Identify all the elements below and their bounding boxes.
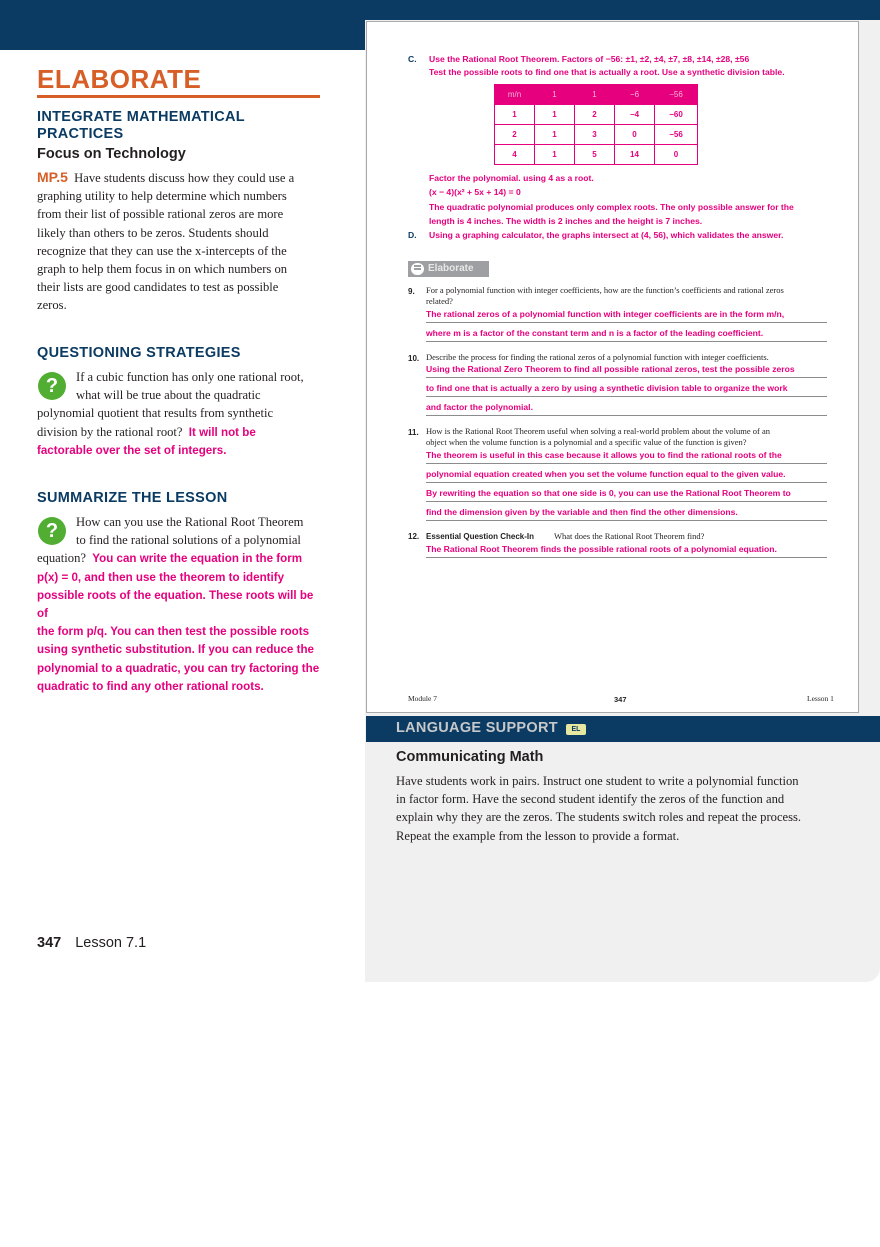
language-support-title: LANGUAGE SUPPORT	[396, 720, 558, 736]
integrate-line: graph to help them focus in on which numbers on	[37, 262, 288, 277]
q11-answer-line2: polynomial equation created when you set the volume function equal to the given value.	[426, 469, 786, 479]
answer-rule	[426, 341, 827, 342]
q12-label: Essential Question Check-In	[426, 532, 535, 541]
q12-prompt: What does the Rational Root Theorem find?	[554, 531, 705, 541]
questioning-strategies-heading: QUESTIONING STRATEGIES	[37, 345, 241, 361]
summarize-answer-line: p(x) = 0, and then use the theorem to identify	[37, 570, 285, 584]
integrate-heading-line1: INTEGRATE MATHEMATICAL	[37, 109, 245, 125]
elaborate-tag	[408, 261, 489, 277]
part-d-label: D.	[408, 230, 417, 240]
q10-answer-line3: and factor the polynomial.	[426, 402, 533, 412]
synthetic-division-table	[494, 84, 698, 165]
table-cell: 2	[495, 125, 535, 145]
summarize-answer-line: possible roots of the equation. These roots will be of	[37, 588, 314, 621]
q9-answer-line1: The rational zeros of a polynomial function with integer coefficients are in the form m/n,	[426, 309, 785, 319]
summarize-line	[37, 549, 321, 568]
integrate-line: recognize that they can use the x-intercepts of the	[37, 243, 287, 258]
q11-prompt-line1: How is the Rational Root Theorem useful when solving a real-world problem about the volume of an	[426, 426, 771, 436]
q11-answer-line1: The theorem is useful in this case because it allows you to find the rational roots of the	[426, 450, 782, 460]
answer-rule	[426, 501, 827, 502]
questioning-line: polynomial quotient that results from synthetic	[37, 406, 274, 421]
language-line: Repeat the example from the lesson to provide a format.	[396, 828, 680, 843]
table-cell: 14	[615, 145, 655, 165]
table-cell: −56	[655, 125, 698, 145]
table-header-cell: m/n	[495, 85, 535, 105]
integrate-line: their lists are good candidates to test as possible	[37, 280, 279, 295]
table-cell: 0	[655, 145, 698, 165]
language-support-text	[396, 772, 836, 845]
answer-rule	[426, 557, 827, 558]
lesson-footer: Lesson 1	[807, 694, 834, 703]
speech-bubble-icon	[411, 263, 424, 275]
integrate-line: from their list of possible rational zeros are more	[37, 207, 284, 222]
quadratic-note-line1: The quadratic polynomial produces only complex roots. The only possible answer for the	[429, 202, 794, 212]
table-cell: 4	[495, 145, 535, 165]
q11-answer-line3: By rewriting the equation so that one side is 0, you can use the Rational Root Theorem to	[426, 488, 791, 498]
questioning-line-text: division by the rational root?	[37, 424, 183, 439]
question-icon: ?	[38, 372, 66, 400]
summarize-line: How can you use the Rational Root Theorem	[76, 515, 304, 529]
part-c-label: C.	[408, 54, 417, 64]
summarize-answer-line: quadratic to find any other rational roots.	[37, 679, 264, 693]
table-cell: 5	[575, 145, 615, 165]
table-header-row	[495, 85, 698, 105]
table-row	[495, 125, 698, 145]
integrate-heading-line2: PRACTICES	[37, 126, 124, 142]
table-cell: 1	[535, 145, 575, 165]
answer-rule	[426, 463, 827, 464]
integrate-practices-heading	[37, 109, 245, 143]
questioning-text	[37, 368, 321, 460]
answer-rule	[426, 415, 827, 416]
module-footer: Module 7	[408, 694, 437, 703]
summarize-line: to find the rational solutions of a polynomial	[76, 533, 301, 548]
communicating-math-heading: Communicating Math	[396, 749, 544, 765]
integrate-line	[37, 168, 321, 187]
part-c-line1: Use the Rational Root Theorem. Factors of −56: ±1, ±2, ±4, ±7, ±8, ±14, ±28, ±56	[429, 54, 750, 64]
table-cell: 1	[535, 125, 575, 145]
q10-answer-line2: to find one that is actually a zero by using a synthetic division table to organize the work	[426, 383, 788, 393]
summarize-answer-line: using synthetic substitution. If you can reduce the	[37, 643, 314, 657]
q10-number: 10.	[408, 354, 420, 363]
table-row	[495, 145, 698, 165]
integrate-line: zeros.	[37, 298, 67, 313]
table-header-cell: 1	[535, 85, 575, 105]
integrate-practices-text	[37, 168, 321, 315]
elaborate-heading: ELABORATE	[37, 64, 202, 94]
summarize-text	[37, 513, 321, 696]
el-badge: EL	[566, 724, 586, 735]
integrate-line-text: Have students discuss how they could use a	[74, 171, 295, 185]
q11-number: 11.	[408, 428, 419, 437]
answer-rule	[426, 482, 827, 483]
answer-rule	[426, 396, 827, 397]
table-cell: 2	[575, 105, 615, 125]
table-cell: 1	[535, 105, 575, 125]
question-icon: ?	[38, 517, 66, 545]
table-cell: 1	[495, 105, 535, 125]
language-line: in factor form. Have the second student identify the zeros of the function and	[396, 792, 785, 807]
factor-instruction: Factor the polynomial. using 4 as a root.	[429, 173, 594, 183]
mp5-tag: MP.5	[37, 169, 68, 185]
footer-page-number: 347	[37, 935, 62, 951]
language-line: explain why they are the zeros. The students switch roles and repeat the process.	[396, 810, 802, 825]
q9-prompt-line2: related?	[426, 296, 453, 306]
table-row	[495, 105, 698, 125]
integrate-line: likely than others to be zeros. Students should	[37, 225, 269, 240]
q9-number: 9.	[408, 287, 415, 296]
part-d-line: Using a graphing calculator, the graphs intersect at (4, 56), which validates the answer.	[429, 230, 784, 240]
table-cell: −60	[655, 105, 698, 125]
table-header-cell: −6	[615, 85, 655, 105]
quadratic-note-line2: length is 4 inches. The width is 2 inches and the height is 7 inches.	[429, 216, 703, 226]
integrate-line: graphing utility to help determine which numbers	[37, 189, 287, 204]
heading-divider	[37, 95, 320, 98]
answer-rule	[426, 322, 827, 323]
answer-rule	[426, 377, 827, 378]
q12-answer: The Rational Root Theorem finds the possible rational roots of a polynomial equation.	[426, 544, 777, 554]
summarize-answer-line: polynomial to a quadratic, you can try factoring the	[37, 661, 320, 675]
answer-rule	[426, 520, 827, 521]
focus-on-technology-heading: Focus on Technology	[37, 146, 186, 162]
table-cell: 0	[615, 125, 655, 145]
q11-answer-line4: find the dimension given by the variable and then find the other dimensions.	[426, 507, 738, 517]
summarize-lesson-heading: SUMMARIZE THE LESSON	[37, 490, 228, 506]
q9-answer-line2: where m is a factor of the constant term and n is a factor of the leading coefficient.	[426, 328, 764, 338]
summarize-answer-line: the form p/q. You can then test the possible roots	[37, 625, 310, 639]
language-line: Have students work in pairs. Instruct one student to write a polynomial function	[396, 774, 799, 788]
table-cell: 3	[575, 125, 615, 145]
student-page-number: 347	[614, 695, 627, 704]
q10-prompt: Describe the process for finding the rational zeros of a polynomial function with integer coefficients.	[426, 352, 769, 362]
q12-number: 12.	[408, 532, 420, 541]
questioning-line: If a cubic function has only one rational root,	[76, 370, 304, 384]
table-header-cell: 1	[575, 85, 615, 105]
questioning-answer-a: It will not be	[188, 425, 256, 439]
language-support-bar	[366, 716, 880, 742]
questioning-line: what will be true about the quadratic	[76, 388, 261, 403]
summarize-line-text: equation?	[37, 551, 86, 566]
q10-answer-line1: Using the Rational Zero Theorem to find all possible rational zeros, test the possible zeros	[426, 364, 795, 374]
table-header-cell: −56	[655, 85, 698, 105]
part-c-line2: Test the possible roots to find one that is actually a root. Use a synthetic division table.	[429, 67, 785, 77]
q11-prompt-line2: object when the volume function is a polynomial and a specific value of the function is given?	[426, 437, 747, 447]
summarize-answer-line: You can write the equation in the form	[92, 552, 303, 566]
elaborate-tag-label: Elaborate	[428, 263, 474, 274]
questioning-answer-b: factorable over the set of integers.	[37, 443, 227, 457]
questioning-line	[37, 423, 321, 442]
q9-prompt-line1: For a polynomial function with integer coefficients, how are the function’s coefficients and rational zeros	[426, 285, 784, 295]
table-cell: −4	[615, 105, 655, 125]
page-footer	[37, 935, 146, 951]
footer-lesson: Lesson 7.1	[75, 935, 147, 951]
factor-equation: (x − 4)(x² + 5x + 14) = 0	[429, 187, 521, 197]
